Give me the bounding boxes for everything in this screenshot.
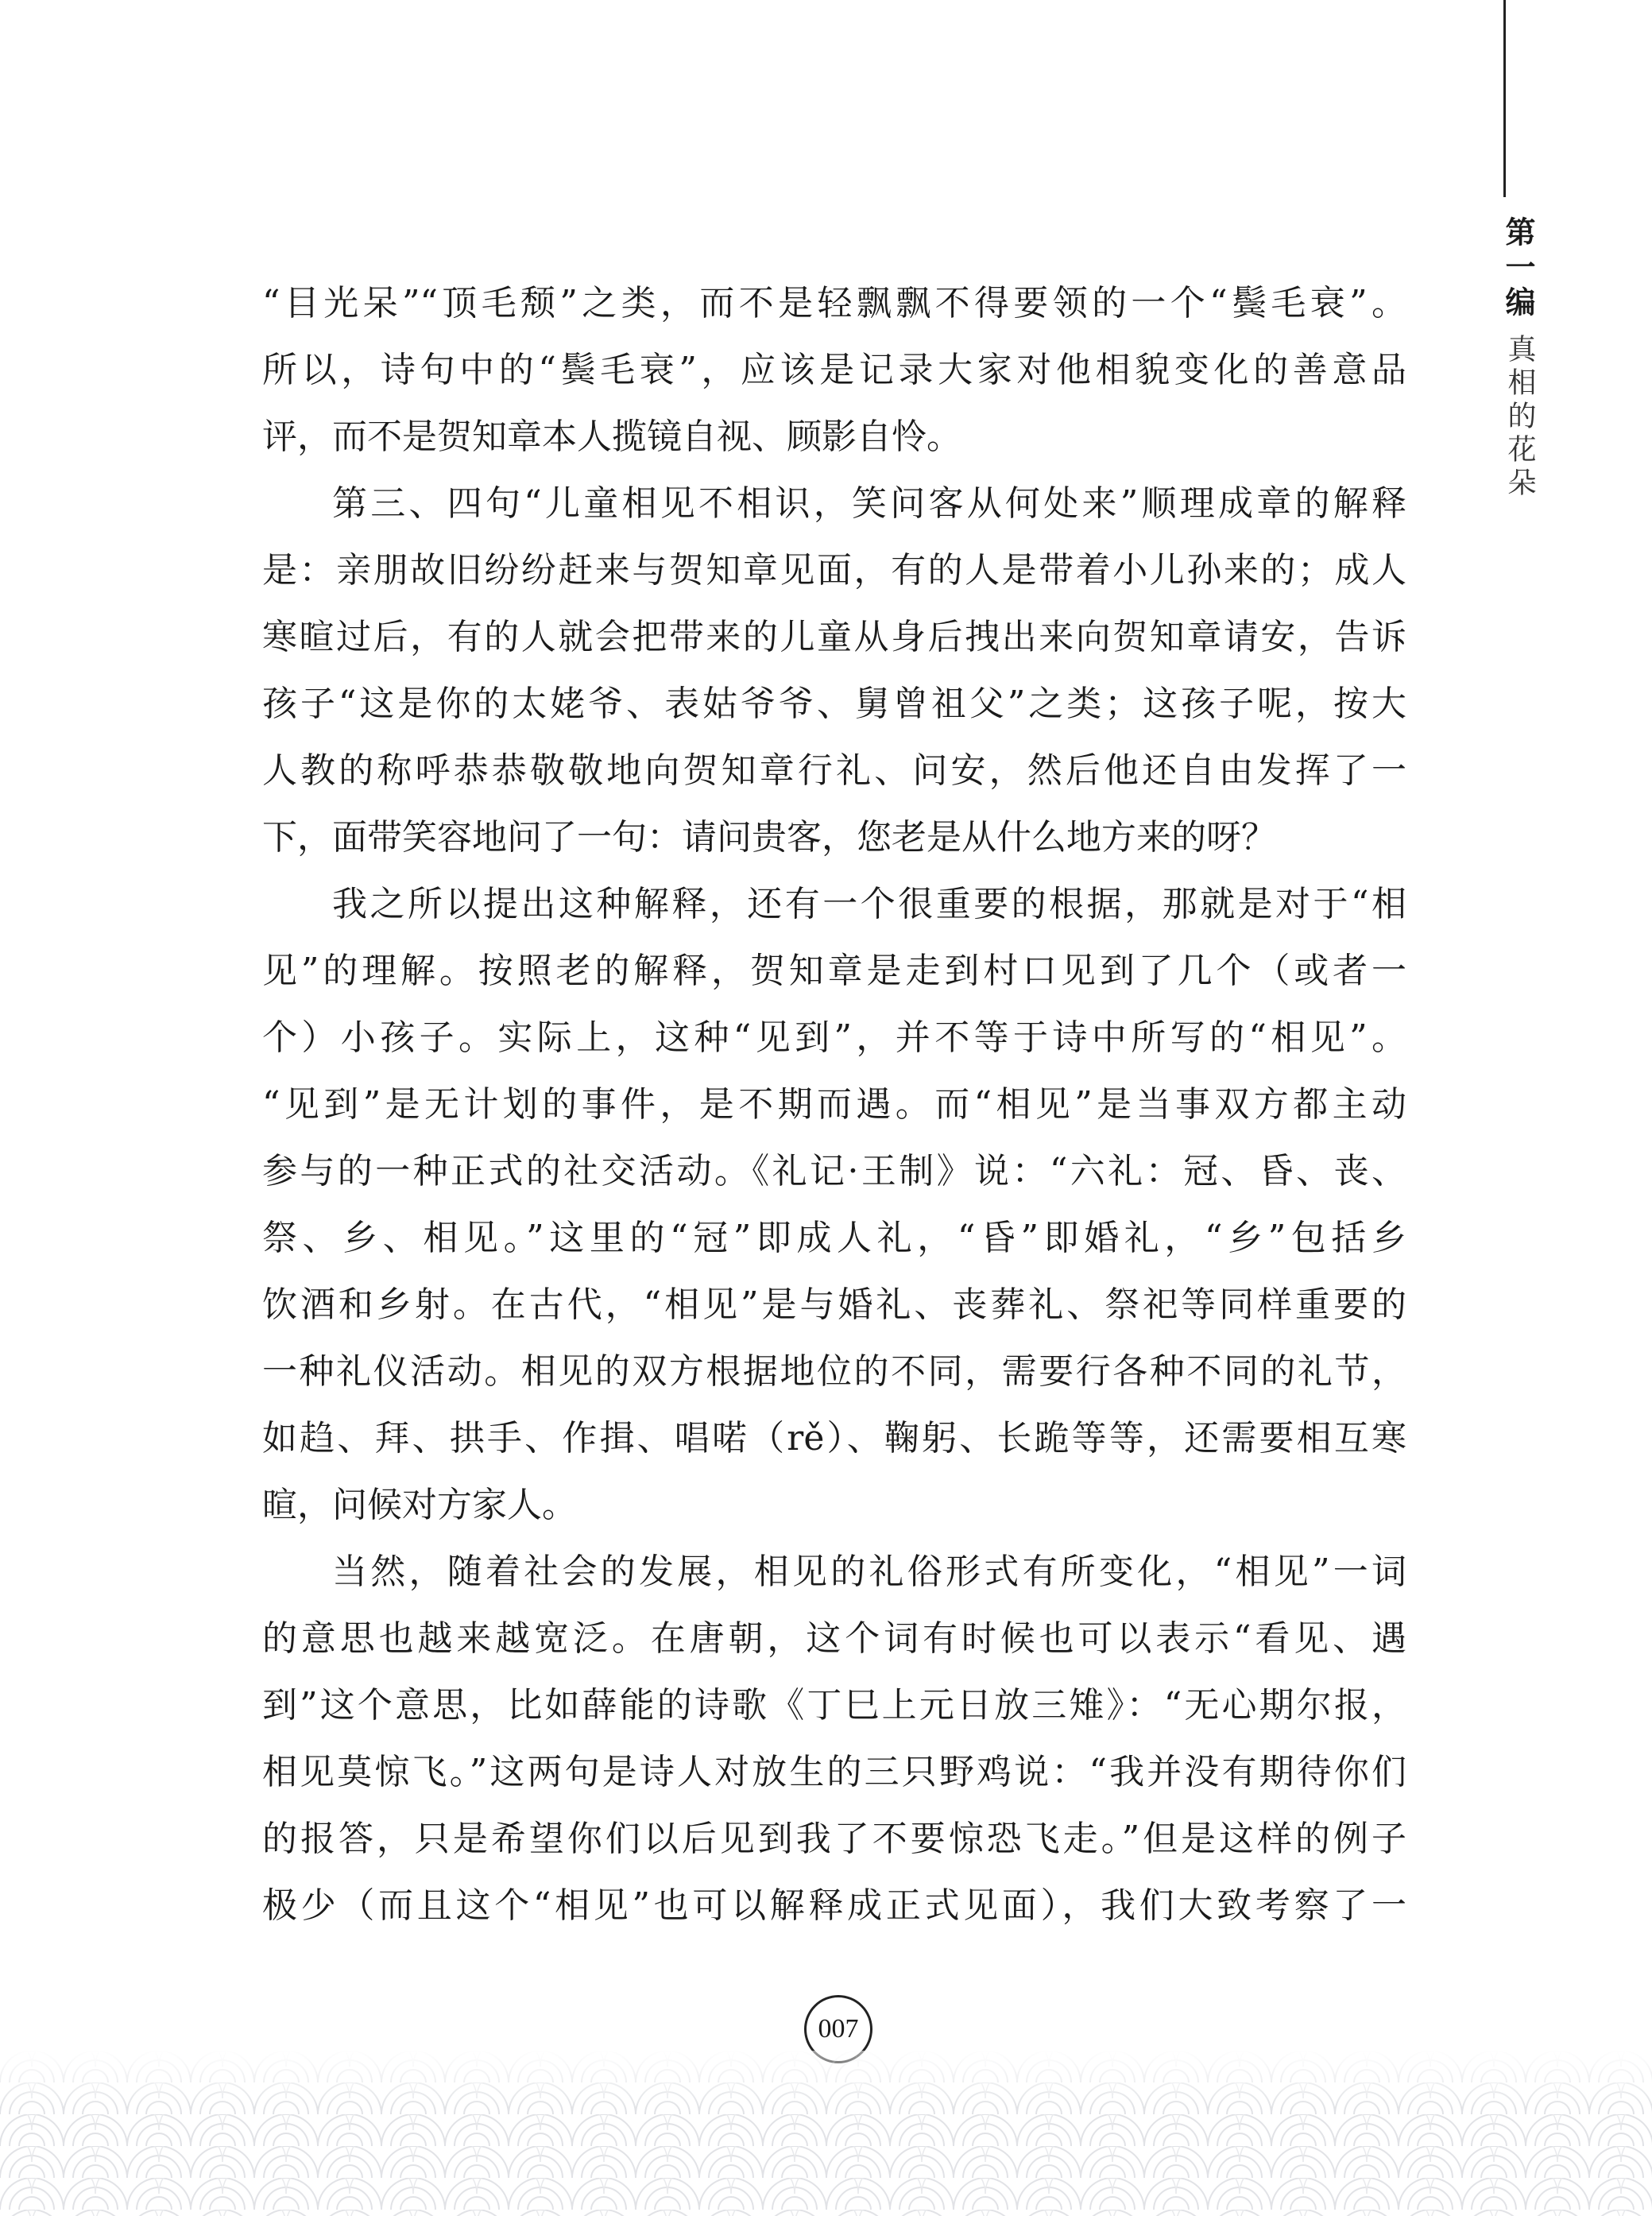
margin-vertical-rule: [1503, 0, 1506, 197]
text-line: 孩子“这是你的太姥爷、表姑爷爷、舅曾祖父”之类；这孩子呢，按大: [262, 684, 1406, 724]
text-line: 个）小孩子。实际上，这种“见到”，并不等于诗中所写的“相见”。: [262, 1017, 1406, 1058]
text-line: 见”的理解。按照老的解释，贺知章是走到村口见到了几个（或者一: [262, 951, 1406, 991]
text-line: 极少（而且这个“相见”也可以解释成正式见面），我们大致考察了一: [262, 1885, 1406, 1926]
section-label: 第一编: [1500, 216, 1535, 321]
text-line: 到”这个意思，比如薛能的诗歌《丁巳上元日放三雉》：“无心期尔报，: [262, 1685, 1406, 1726]
text-line: 的报答，只是希望你们以后见到我了不要惊恐飞走。”但是这样的例子: [262, 1819, 1406, 1859]
text-line: 是：亲朋故旧纷纷赶来与贺知章见面，有的人是带着小儿孙来的；成人: [262, 550, 1406, 591]
section-title: 真相的花朵: [1503, 334, 1536, 501]
text-line: 参与的一种正式的社交活动。《礼记·王制》说：“六礼：冠、昏、丧、: [262, 1151, 1406, 1191]
text-line: 所以，诗句中的“鬓毛衰”，应该是记录大家对他相貌变化的善意品: [262, 350, 1406, 390]
text-line: 暄，问候对方家人。: [262, 1485, 577, 1525]
text-line: 祭、乡、相见。”这里的“冠”即成人礼，“昏”即婚礼，“乡”包括乡: [262, 1218, 1406, 1258]
text-line: 当然，随着社会的发展，相见的礼俗形式有所变化，“相见”一词: [332, 1552, 1406, 1592]
text-line: 一种礼仪活动。相见的双方根据地位的不同，需要行各种不同的礼节，: [262, 1351, 1406, 1392]
text-line: 我之所以提出这种解释，还有一个很重要的根据，那就是对于“相: [332, 884, 1406, 924]
page-number: 007: [804, 1995, 872, 2063]
text-line: 人教的称呼恭恭敬敬地向贺知章行礼、问安，然后他还自由发挥了一: [262, 750, 1406, 791]
text-line: 寒暄过后，有的人就会把带来的儿童从身后拽出来向贺知章请安，告诉: [262, 617, 1406, 657]
wave-pattern-decoration: [0, 2051, 1652, 2216]
text-line: “见到”是无计划的事件，是不期而遇。而“相见”是当事双方都主动: [262, 1084, 1406, 1125]
text-line: 的意思也越来越宽泛。在唐朝，这个词有时候也可以表示“看见、遇: [262, 1618, 1406, 1659]
text-line: 饮酒和乡射。在古代，“相见”是与婚礼、丧葬礼、祭祀等同样重要的: [262, 1284, 1406, 1325]
text-line: 第三、四句“儿童相见不相识，笑问客从何处来”顺理成章的解释: [332, 483, 1406, 524]
text-line: “目光呆”“顶毛颓”之类，而不是轻飘飘不得要领的一个“鬓毛衰”。: [262, 283, 1406, 323]
text-line: 下，面带笑容地问了一句：请问贵客，您老是从什么地方来的呀？: [262, 817, 1276, 858]
text-line: 相见莫惊飞。”这两句是诗人对放生的三只野鸡说：“我并没有期待你们: [262, 1752, 1406, 1792]
body-text: [262, 270, 1406, 1939]
text-line: 如趋、拜、拱手、作揖、唱喏（rě）、鞠躬、长跪等等，还需要相互寒: [262, 1418, 1406, 1459]
text-line: 评，而不是贺知章本人揽镜自视、顾影自怜。: [262, 416, 961, 457]
